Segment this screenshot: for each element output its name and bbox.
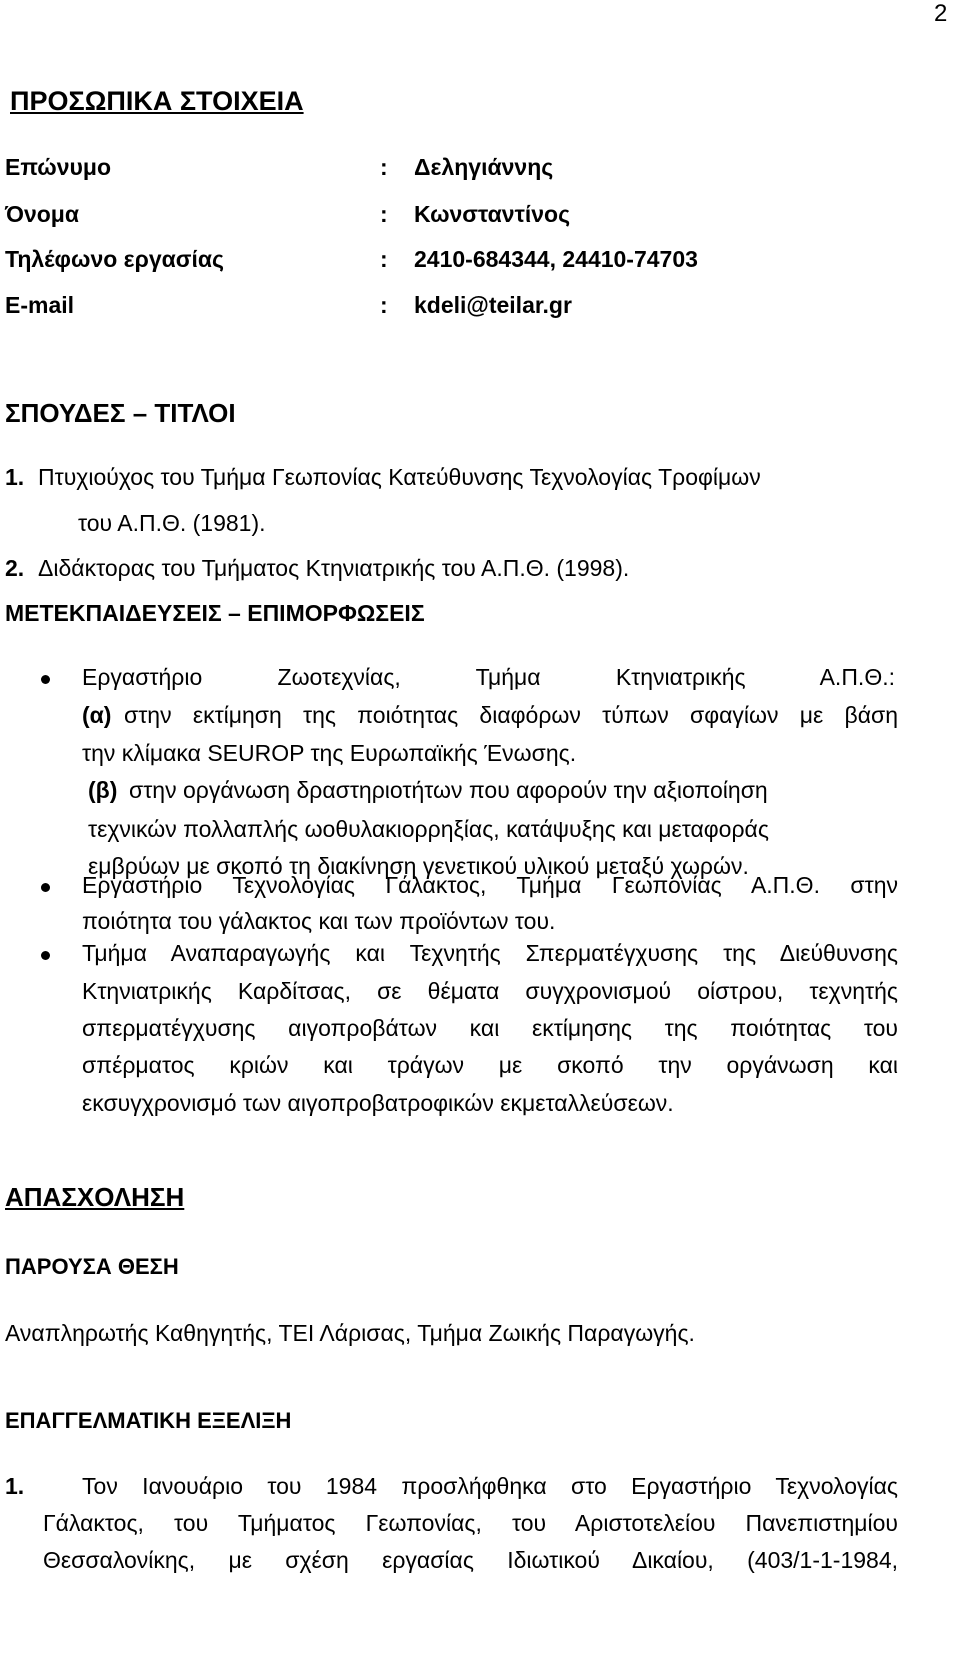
studies-heading: ΣΠΟΥΔΕΣ – ΤΙΤΛΟΙ [5, 398, 236, 428]
bullet-icon [41, 883, 50, 892]
page-number: 2 [934, 0, 948, 27]
field-value-name: Κωνσταντίνος [414, 201, 571, 227]
field-value-email: kdeli@teilar.gr [414, 292, 572, 318]
field-label-name: Όνομα [5, 201, 80, 227]
current-position-text: Αναπληρωτής Καθηγητής, ΤΕΙ Λάρισας, Τμήμα Ζωικής Παραγωγής. [5, 1320, 695, 1346]
training-sub-label-b: (β) [88, 777, 118, 803]
career-item-number: 1. [5, 1473, 25, 1499]
career-item-text-cont: Γάλακτος, του Τμήματος Γεωπονίας, του Αριστοτελείου Πανεπιστημίου [43, 1510, 898, 1536]
bullet-icon [41, 951, 50, 960]
training-item-text: Εργαστήριο Τεχνολογίας Γάλακτος, Τμήμα Γεωπονίας Α.Π.Θ. στην [82, 872, 898, 898]
field-label-email: E-mail [5, 292, 75, 318]
bullet-icon [41, 675, 50, 684]
employment-heading: ΑΠΑΣΧΟΛΗΣΗ [5, 1182, 185, 1212]
training-item-text-cont: σπέρματος κριών και τράγων με σκοπό την οργάνωση και [82, 1052, 898, 1078]
field-separator: : [380, 246, 388, 272]
training-item-text-cont: ποιότητα του γάλακτος και των προϊόντων του. [82, 908, 556, 934]
career-heading: ΕΠΑΓΓΕΛΜΑΤΙΚΗ ΕΞΕΛΙΞΗ [5, 1408, 292, 1433]
field-label-surname: Επώνυμο [5, 154, 112, 180]
personal-info-heading: ΠΡΟΣΩΠΙΚΑ ΣΤΟΙΧΕΙΑ [10, 86, 304, 116]
training-sub-text-b-cont: τεχνικών πολλαπλής ωοθυλακιορρηξίας, κατάψυξης και μεταφοράς [88, 816, 769, 842]
training-item-text-cont: Κτηνιατρικής Καρδίτσας, σε θέματα συγχρονισμού οίστρου, τεχνητής [82, 978, 898, 1004]
training-heading: ΜΕΤΕΚΠΑΙΔΕΥΣΕΙΣ – ΕΠΙΜΟΡΦΩΣΕΙΣ [5, 600, 425, 626]
field-value-surname: Δεληγιάννης [414, 154, 554, 180]
studies-item-number: 1. [5, 464, 25, 490]
studies-item-text: Διδάκτορας του Τμήματος Κτηνιατρικής του Α.Π.Θ. (1998). [38, 555, 630, 581]
training-sub-text-b: στην οργάνωση δραστηριοτήτων που αφορούν την αξιοποίηση [129, 777, 768, 803]
field-label-phone: Τηλέφωνο εργασίας [5, 246, 224, 272]
training-item-text-cont: εκσυγχρονισμό των αιγοπροβατροφικών εκμεταλλεύσεων. [82, 1090, 674, 1116]
training-item-text: Τμήμα Αναπαραγωγής και Τεχνητής Σπερματέγχυσης της Διεύθυνσης [82, 940, 898, 966]
studies-item-number: 2. [5, 555, 25, 581]
training-item-text-cont: σπερματέγχυσης αιγοπροβάτων και εκτίμησης της ποιότητας του [82, 1015, 898, 1041]
training-sub-text-a-cont: την κλίμακα SEUROP της Ευρωπαϊκής Ένωσης. [82, 740, 577, 766]
studies-item-text: Πτυχιούχος του Τμήμα Γεωπονίας Κατεύθυνσης Τεχνολογίας Τροφίμων [38, 464, 761, 490]
field-separator: : [380, 201, 388, 227]
training-sub-text-b-cont: εμβρύων με σκοπό τη διακίνηση γενετικού υλικού μεταξύ χωρών. [88, 853, 749, 879]
studies-item-text-cont: του Α.Π.Θ. (1981). [78, 510, 266, 536]
field-separator: : [380, 154, 388, 180]
training-sub-text-a: στην εκτίμηση της ποιότητας διαφόρων τύπων σφαγίων με βάση [124, 702, 898, 728]
current-position-heading: ΠΑΡΟΥΣΑ ΘΕΣΗ [5, 1254, 179, 1279]
career-item-text: Τον Ιανουάριο του 1984 προσλήφθηκα στο Εργαστήριο Τεχνολογίας [82, 1473, 898, 1499]
field-value-phone: 2410-684344, 24410-74703 [414, 246, 698, 272]
career-item-text-cont: Θεσσαλονίκης, με σχέση εργασίας Ιδιωτικού Δικαίου, (403/1-1-1984, [43, 1547, 898, 1573]
field-separator: : [380, 292, 388, 318]
training-sub-label-a: (α) [82, 702, 112, 728]
training-item-text: Εργαστήριο Ζωοτεχνίας, Τμήμα Κτηνιατρικής Α.Π.Θ.: [82, 664, 895, 690]
